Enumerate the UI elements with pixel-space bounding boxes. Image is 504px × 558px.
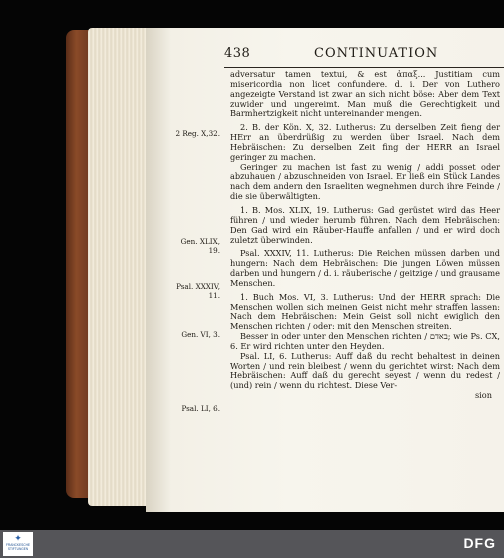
viewer-footer xyxy=(0,530,504,558)
page-number: 438 xyxy=(224,46,251,61)
margin-note-5: Psal. LI, 6. xyxy=(181,404,220,413)
running-title: CONTINUATION xyxy=(314,46,439,61)
paragraph: 1. B. Mos. XLIX, 19. Lutherus: Gad gerüstet wird das Heer führen / und wieder herumb führen. Nach dem Hebräischen: Den Gad wird ein Räuber-Hauffe anfallen / und er wird doch zuletzt überwinden. xyxy=(230,204,500,245)
paragraph: Geringer zu machen ist fast zu wenig / addi posset oder abzuhauen / abzuschneiden von Israel. Er ließ ein Stück Landes nach dem andern den Israeliten wegnehmen durch ihre Feinde / die sie überwältigten. xyxy=(230,161,500,202)
dfg-logo[interactable]: DFG xyxy=(463,535,496,551)
margin-note-1: 2 Reg. X,32. xyxy=(175,129,220,138)
paragraph: Psal. XXXIV, 11. Lutherus: Die Reichen müssen darben und hungern: Nach dem Hebräischen: Die jungen Löwen müssen darben und hungern / d. i. räuberische / geitzige / und grausame Menschen. xyxy=(230,248,500,288)
library-logo-text: FRANCKESCHE STIFTUNGEN xyxy=(5,543,31,551)
body-text xyxy=(230,70,500,401)
margin-note-3: Psal. XXXIV, 11. xyxy=(176,282,220,300)
paragraph: Besser in oder unter den Menschen richten / באדם; wie Ps. CX, 6. Er wird richten unter den Heyden. xyxy=(230,331,500,351)
book-page xyxy=(146,28,504,512)
paragraph: 1. Buch Mos. VI, 3. Lutherus: Und der HERR sprach: Die Menschen wollen sich meinen Geist nicht mehr straffen lassen: Nach dem Hebräischen: Mein Geist soll nicht ewiglich den Menschen richten / oder: mit den Menschen streiten. xyxy=(230,291,500,332)
paragraph: adversatur tamen textui, & est ἀπαξ... Justitiam cum misericordia non licet confundere. d. i. Der von Luthero angezeigte Verstand ist zwar an sich nicht böse: Aber dem Text zuwider und ungereimt. Man muß die Gerechtigkeit und Barmhertzigkeit nicht untereinander mengen. xyxy=(230,69,500,119)
margin-note-2: Gen. XLIX, 19. xyxy=(180,237,220,255)
library-emblem-icon: ✦ xyxy=(14,533,22,543)
margin-note-4: Gen. VI, 3. xyxy=(181,330,220,339)
paragraph: 2. B. der Kön. X, 32. Lutherus: Zu derselben Zeit fieng der HErr an überdrüßig zu werden über Israel. Nach dem Hebräischen: Zu derselben Zeit fing der HERR an Israel geringer zu machen. xyxy=(230,122,500,162)
page-header xyxy=(146,46,504,66)
library-logo[interactable] xyxy=(3,532,33,556)
catchword: sion xyxy=(474,390,492,401)
header-rule xyxy=(224,67,504,68)
paragraph: Psal. LI, 6. Lutherus: Auff daß du recht behaltest in deinen Worten / und rein bleibest / wenn du gerichtet wirst: Nach dem Hebräischen: Auff daß du gerecht seyest / wenn du redest / (und) rein / wenn du richtest. Diese Ver- xyxy=(230,350,500,391)
page-edges xyxy=(88,28,150,506)
